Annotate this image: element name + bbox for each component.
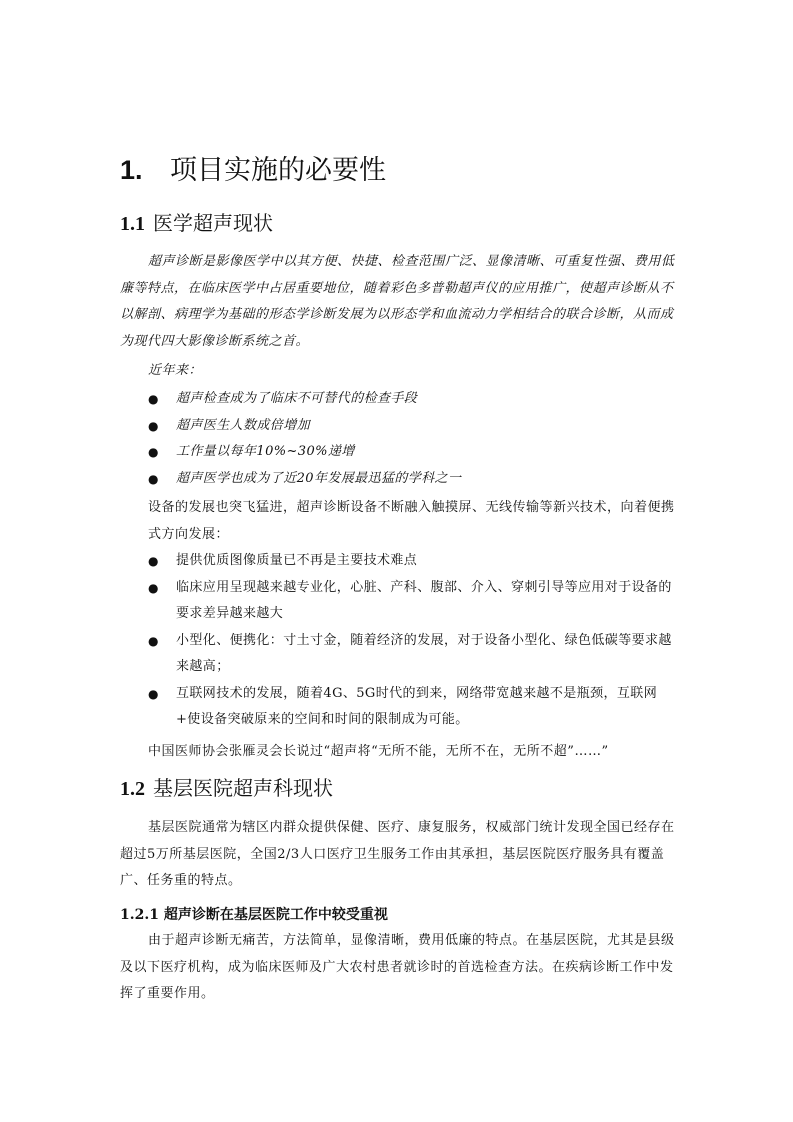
ultrasound-valued-paragraph: 由于超声诊断无痛苦，方法简单，显像清晰，费用低廉的特点。在基层医院，尤其是县级及以下医疗机构，成为临床医师及广大农村患者就诊时的首选检查方法。在疾病诊断工作中发挥了重要作用。 [120, 933, 675, 1001]
bullet-icon: ● [148, 633, 159, 648]
intro-paragraph: 超声诊断是影像医学中以其方便、快捷、检查范围广泛、显像清晰、可重复性强、费用低廉等特点，在临床医学中占居重要地位，随着彩色多普勒超声仪的应用推广，使超声诊断从不以解剖、病理学为基础的形态学诊断发展为以形态学和血流动力学相结合的联合诊断，从而成为现代四大影像诊断系统之首。 [120, 254, 675, 349]
list-item: ● 互联网技术的发展，随着4G、5G时代的到来，网络带宽越来越不是瓶颈，互联网+使设备突破原来的空间和时间的限制成为可能。 [120, 681, 680, 734]
heading-1-title: 项目实施的必要性 [170, 155, 386, 186]
list-item: ● 超声医学也成为了近20年发展最迅猛的学科之一 [120, 466, 680, 493]
heading-1-2-1: 1.2.1 超声诊断在基层医院工作中较受重视 [120, 907, 388, 923]
bullet-icon: ● [148, 471, 159, 486]
bullet-icon: ● [148, 686, 159, 701]
heading-1-1 [120, 207, 273, 236]
heading-1-1-number: 1.1 [120, 213, 145, 235]
heading-1-number: 1. [120, 155, 143, 185]
list-item: ● 超声医生人数成倍增加 [120, 413, 680, 440]
bullet-icon: ● [148, 418, 159, 433]
device-paragraph: 设备的发展也突飞猛进，超声诊断设备不断融入触摸屏、无线传输等新兴技术，向着便携式方向发展： [148, 500, 675, 542]
bullet-icon: ● [148, 554, 159, 568]
list-item: ● 临床应用呈现越来越专业化，心脏、产科、腹部、介入、穿刺引导等应用对于设备的要求差异越来越大 [120, 575, 680, 628]
heading-1 [120, 148, 386, 187]
list-item: ● 提供优质图像质量已不再是主要技术难点 [120, 548, 680, 575]
recent-label: 近年来： [148, 363, 203, 378]
heading-1-2-number: 1.2 [120, 778, 145, 800]
bullet-icon: ● [148, 392, 159, 406]
device-list [120, 548, 680, 734]
heading-1-1-title: 医学超声现状 [153, 211, 273, 235]
heading-1-2 [120, 772, 333, 801]
grassroots-paragraph: 基层医院通常为辖区内群众提供保健、医疗、康复服务，权威部门统计发现全国已经存在超过5万所基层医院，全国2/3人口医疗卫生服务工作由其承担，基层医院医疗服务具有覆盖广、任务重的特点。 [120, 820, 675, 888]
quote-paragraph: 中国医师协会张雁灵会长说过“超声将“无所不能，无所不在，无所不超”……” [148, 744, 609, 759]
heading-1-2-title: 基层医院超声科现状 [153, 776, 333, 800]
bullet-icon: ● [148, 445, 159, 459]
list-item: ● 小型化、便携化：寸土寸金，随着经济的发展，对于设备小型化、绿色低碳等要求越来越高； [120, 628, 680, 681]
list-item: ● 超声检查成为了临床不可替代的检查手段 [120, 386, 680, 413]
recent-list [120, 386, 680, 492]
bullet-icon: ● [148, 580, 159, 595]
list-item: ● 工作量以每年10%~30%递增 [120, 439, 680, 466]
